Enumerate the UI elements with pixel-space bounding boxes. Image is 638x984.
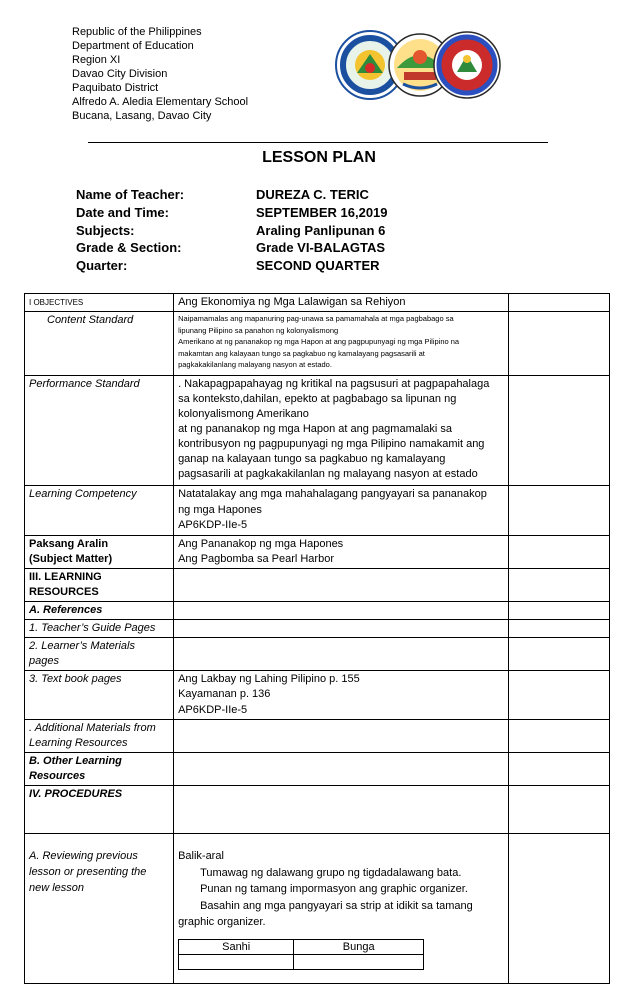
info-label: Quarter: bbox=[76, 258, 128, 274]
review-line: Basahin ang mga pangyayari sa strip at idikit sa tamang bbox=[200, 899, 473, 912]
empty-cell bbox=[174, 619, 509, 637]
notes-cell bbox=[509, 753, 610, 786]
table-row-references bbox=[25, 601, 610, 619]
content-line: lipunang Pilipino sa panahon ng kolonyalismong bbox=[178, 325, 339, 335]
performance-standard-label: Performance Standard bbox=[25, 376, 174, 486]
notes-cell bbox=[509, 601, 610, 619]
performance-line: pagsasarili at pagkakakilanlan ng malayang nasyon at estado bbox=[178, 468, 478, 480]
competency-line: AP6KDP-IIe-5 bbox=[178, 519, 248, 531]
other-label-line: Resources bbox=[29, 770, 86, 782]
empty-cell bbox=[174, 637, 509, 670]
empty-cell bbox=[174, 786, 509, 834]
content-line: pagkakakilanlang malayang nasyon at estado. bbox=[178, 360, 332, 369]
table-row-paksa bbox=[25, 535, 610, 568]
performance-line: sa konteksto,dahilan, epekto at pagbabago sa lipunan ng bbox=[178, 393, 457, 405]
performance-line: kolonyalismong Amerikano bbox=[178, 408, 309, 420]
info-value: Araling Panlipunan 6 bbox=[256, 222, 386, 238]
header-line: Alfredo A. Aledia Elementary School bbox=[72, 96, 249, 108]
learner-label-line: 2. Learner’s Materials bbox=[29, 639, 135, 652]
content-line: Naipamamalas ang mapanuring pag-unawa sa pamamahala at mga pagbabago sa bbox=[178, 314, 454, 323]
header-line: Paquibato District bbox=[72, 82, 159, 94]
header-line: Republic of the Philippines bbox=[72, 26, 202, 38]
objectives-label: I OBJECTIVES bbox=[25, 294, 174, 312]
textbook-label: 3. Text book pages bbox=[25, 670, 174, 720]
table-row-textbook bbox=[25, 670, 610, 720]
review-heading: Balik-aral bbox=[178, 850, 224, 862]
competency-line: ng mga Hapones bbox=[178, 503, 262, 516]
competency-label: Learning Competency bbox=[25, 486, 174, 536]
info-row-subjects bbox=[76, 222, 388, 240]
review-value bbox=[174, 834, 509, 984]
other-label bbox=[25, 753, 174, 786]
notes-cell bbox=[509, 294, 610, 312]
additional-label bbox=[25, 720, 174, 753]
page-title: LESSON PLAN bbox=[262, 149, 376, 166]
organizer-cell bbox=[294, 954, 424, 969]
table-row-additional bbox=[25, 720, 610, 753]
performance-line: kontribusyon ng pagpupunyagi ng mga Pilipino namakamit ang bbox=[178, 438, 485, 450]
textbook-line: Kayamanan p. 136 bbox=[178, 688, 271, 700]
table-row-content-standard bbox=[25, 312, 610, 376]
school-header bbox=[72, 25, 248, 123]
content-line: makamtan ang kalayaan tungo sa pagkabuo ng kamalayang pagsasarili at bbox=[178, 348, 425, 358]
other-label-line: B. Other Learning bbox=[29, 755, 122, 767]
info-label: Date and Time: bbox=[76, 204, 169, 220]
content-standard-label: Content Standard bbox=[25, 312, 174, 376]
school-logos bbox=[333, 28, 501, 102]
empty-cell bbox=[174, 753, 509, 786]
paksa-line: Ang Pananakop ng mga Hapones bbox=[178, 537, 344, 550]
review-line: Punan ng tamang impormasyon ang graphic organizer. bbox=[200, 883, 468, 895]
paksa-label bbox=[25, 535, 174, 568]
resources-label: III. LEARNING RESOURCES bbox=[25, 568, 174, 601]
header-line: Bucana, Lasang, Davao City bbox=[72, 110, 212, 122]
table-row-performance-standard bbox=[25, 376, 610, 486]
aledia-school-seal-icon bbox=[434, 32, 500, 98]
table-row-competency bbox=[25, 486, 610, 536]
info-value: SEPTEMBER 16,2019 bbox=[256, 204, 388, 220]
table-row-learner bbox=[25, 637, 610, 670]
textbook-line: AP6KDP-IIe-5 bbox=[178, 703, 248, 716]
guide-label: 1. Teacher’s Guide Pages bbox=[25, 619, 174, 637]
notes-cell bbox=[509, 786, 610, 834]
notes-cell bbox=[509, 720, 610, 753]
header-divider bbox=[88, 142, 548, 143]
learner-label-line: pages bbox=[29, 654, 59, 667]
notes-cell bbox=[509, 312, 610, 376]
table-row-resources bbox=[25, 568, 610, 601]
performance-line: ganap na kalayaan tungo sa pagkabuo ng kamalayang bbox=[178, 453, 446, 465]
info-row-teacher bbox=[76, 186, 388, 204]
review-line: graphic organizer. bbox=[178, 916, 266, 928]
header-line: Davao City Division bbox=[72, 68, 168, 80]
review-label-line: A. Reviewing previous bbox=[29, 850, 138, 862]
review-label-line: new lesson bbox=[29, 882, 85, 894]
notes-cell bbox=[509, 486, 610, 536]
organizer-cell bbox=[179, 954, 294, 969]
paksa-line: Ang Pagbomba sa Pearl Harbor bbox=[178, 552, 334, 565]
table-row-other bbox=[25, 753, 610, 786]
paksa-label-line: Paksang Aralin bbox=[29, 537, 109, 550]
header-line: Department of Education bbox=[72, 40, 194, 52]
review-line: Tumawag ng dalawang grupo ng tigdadalawang bata. bbox=[200, 866, 462, 879]
info-label: Name of Teacher: bbox=[76, 187, 185, 202]
additional-label-line: Learning Resources bbox=[29, 737, 128, 749]
notes-cell bbox=[509, 834, 610, 984]
notes-cell bbox=[509, 376, 610, 486]
objectives-value: Ang Ekonomiya ng Mga Lalawigan sa Rehiyon bbox=[174, 294, 509, 312]
competency-line: Natatalakay ang mga mahahalagang pangyayari sa pananakop bbox=[178, 488, 487, 500]
review-label bbox=[25, 834, 174, 984]
info-value: DUREZA C. TERIC bbox=[256, 187, 369, 202]
notes-cell bbox=[509, 619, 610, 637]
info-label: Grade & Section: bbox=[76, 240, 182, 256]
table-row-review bbox=[25, 834, 610, 984]
content-standard-value bbox=[174, 312, 509, 376]
empty-cell bbox=[174, 720, 509, 753]
textbook-value bbox=[174, 670, 509, 720]
info-value: SECOND QUARTER bbox=[256, 258, 380, 274]
organizer-header-sanhi: Sanhi bbox=[179, 939, 294, 954]
lesson-plan-table bbox=[24, 293, 610, 984]
references-label: A. References bbox=[25, 601, 174, 619]
competency-value bbox=[174, 486, 509, 536]
notes-cell bbox=[509, 670, 610, 720]
additional-label-line: . Additional Materials from bbox=[29, 722, 156, 734]
info-label: Subjects: bbox=[76, 222, 135, 238]
header-line: Region XI bbox=[72, 54, 121, 66]
notes-cell bbox=[509, 535, 610, 568]
empty-cell bbox=[174, 568, 509, 601]
organizer-header-bunga: Bunga bbox=[294, 939, 424, 954]
performance-line: at ng pananakop ng mga Hapon at ang pagmamalaki sa bbox=[178, 423, 453, 435]
review-label-line: lesson or presenting the bbox=[29, 866, 147, 878]
lesson-info bbox=[76, 186, 388, 275]
info-row-quarter bbox=[76, 257, 388, 275]
paksa-value bbox=[174, 535, 509, 568]
graphic-organizer-table bbox=[178, 939, 424, 970]
procedures-label: IV. PROCEDURES bbox=[25, 786, 174, 834]
table-row-objectives bbox=[25, 294, 610, 312]
notes-cell bbox=[509, 568, 610, 601]
table-row-guide bbox=[25, 619, 610, 637]
content-line: Amerikano at ng pananakop ng mga Hapon at ang pagpupunyagi ng mga Pilipino na bbox=[178, 337, 460, 346]
info-value: Grade VI-BALAGTAS bbox=[256, 240, 386, 256]
learner-label bbox=[25, 637, 174, 670]
info-row-grade bbox=[76, 239, 388, 257]
performance-standard-value bbox=[174, 376, 509, 486]
textbook-line: Ang Lakbay ng Lahing Pilipino p. 155 bbox=[178, 672, 360, 685]
performance-line: . Nakapagpapahayag ng kritikal na pagsusuri at pagpapahalaga bbox=[178, 378, 490, 390]
info-row-date bbox=[76, 204, 388, 222]
empty-cell bbox=[174, 601, 509, 619]
notes-cell bbox=[509, 637, 610, 670]
table-row-procedures bbox=[25, 786, 610, 834]
paksa-label-line: (Subject Matter) bbox=[29, 552, 113, 565]
